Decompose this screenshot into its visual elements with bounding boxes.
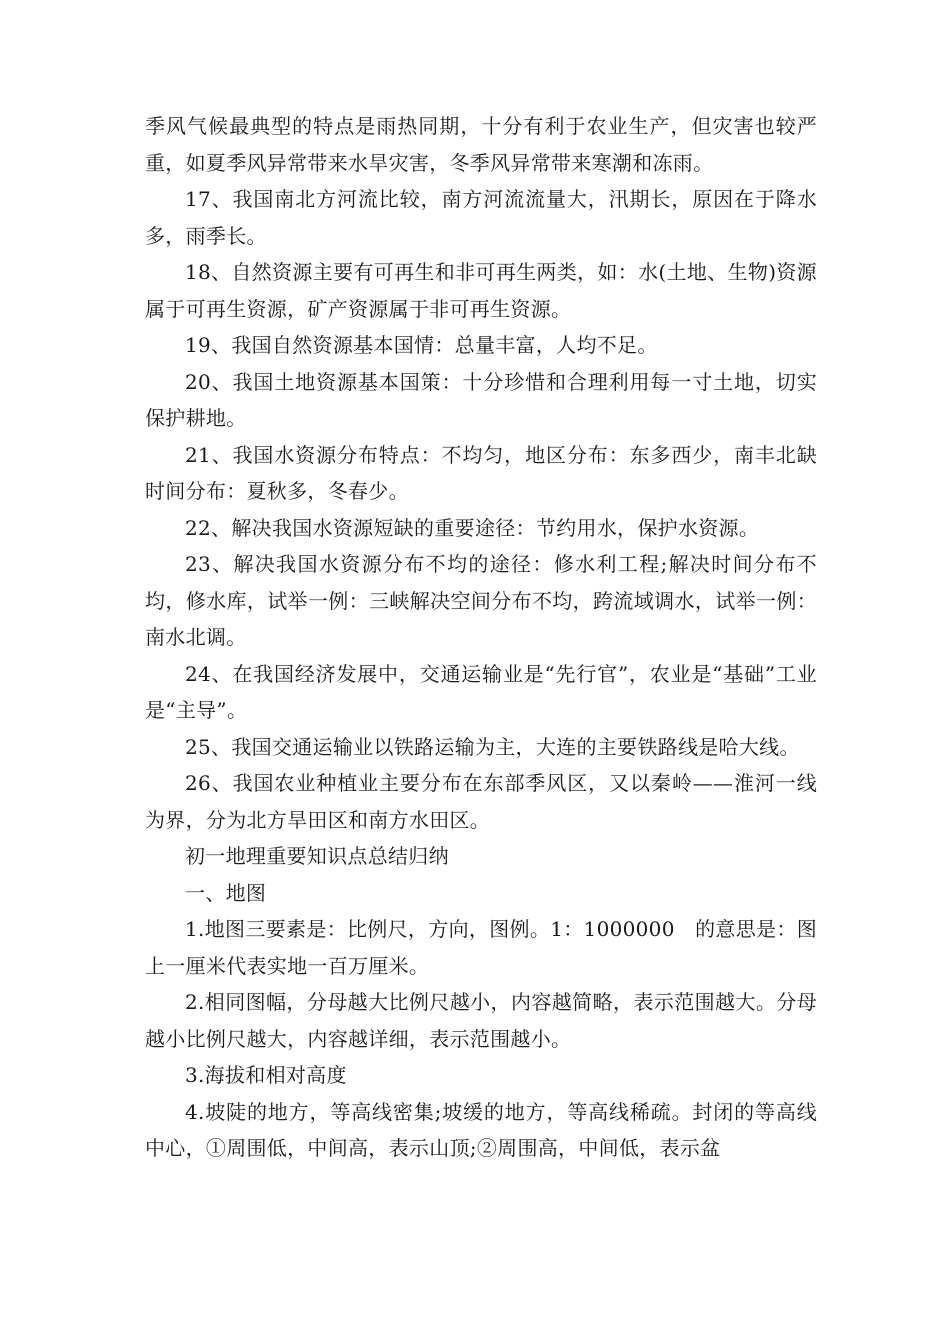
paragraph-24: 24、在我国经济发展中，交通运输业是“先行官”，农业是“基础”工业是“主导”。 <box>145 661 817 722</box>
paragraph-map-1: 1.地图三要素是：比例尺，方向，图例。1：1000000 的意思是：图上一厘米代表实地一百万厘米。 <box>145 917 817 978</box>
paragraph-21: 21、我国水资源分布特点：不均匀，地区分布：东多西少，南丰北缺时间分布：夏秋多，冬春少。 <box>145 442 817 503</box>
section-heading-map: 一、地图 <box>185 880 267 905</box>
paragraph-map-4: 4.坡陡的地方，等高线密集;坡缓的地方，等高线稀疏。封闭的等高线中心，①周围低，中间高，表示山顶;②周围高，中间低，表示盆 <box>145 1099 817 1160</box>
paragraph-20: 20、我国土地资源基本国策：十分珍惜和合理利用每一寸土地，切实保护耕地。 <box>145 369 817 430</box>
paragraph-22: 22、解决我国水资源短缺的重要途径：节约用水，保护水资源。 <box>185 515 760 540</box>
document-page <box>145 108 817 1167</box>
section-heading-summary: 初一地理重要知识点总结归纳 <box>185 844 449 868</box>
paragraph-map-3: 3.海拔和相对高度 <box>185 1063 347 1087</box>
paragraph-23: 23、解决我国水资源分布不均的途径：修水利工程;解决时间分布不均，修水库，试举一例：三峡解决空间分布不均，跨流域调水，试举一例：南水北调。 <box>145 552 817 649</box>
paragraph-26: 26、我国农业种植业主要分布在东部季风区，又以秦岭——淮河一线为界，分为北方旱田区和南方水田区。 <box>145 771 817 832</box>
paragraph-monsoon-climate: 季风气候最典型的特点是雨热同期，十分有利于农业生产，但灾害也较严重，如夏季风异常带来水旱灾害，冬季风异常带来寒潮和冻雨。 <box>145 114 817 175</box>
paragraph-19: 19、我国自然资源基本国情：总量丰富，人均不足。 <box>185 333 658 357</box>
paragraph-17: 17、我国南北方河流比较，南方河流流量大，汛期长，原因在于降水多，雨季长。 <box>145 187 817 248</box>
paragraph-25: 25、我国交通运输业以铁路运输为主，大连的主要铁路线是哈大线。 <box>185 734 800 759</box>
paragraph-map-2: 2.相同图幅，分母越大比例尺越小，内容越简略，表示范围越大。分母越小比例尺越大，内容越详细，表示范围越小。 <box>145 990 817 1051</box>
paragraph-18: 18、自然资源主要有可再生和非可再生两类，如：水(土地、生物)资源属于可再生资源，矿产资源属于非可再生资源。 <box>145 260 817 321</box>
